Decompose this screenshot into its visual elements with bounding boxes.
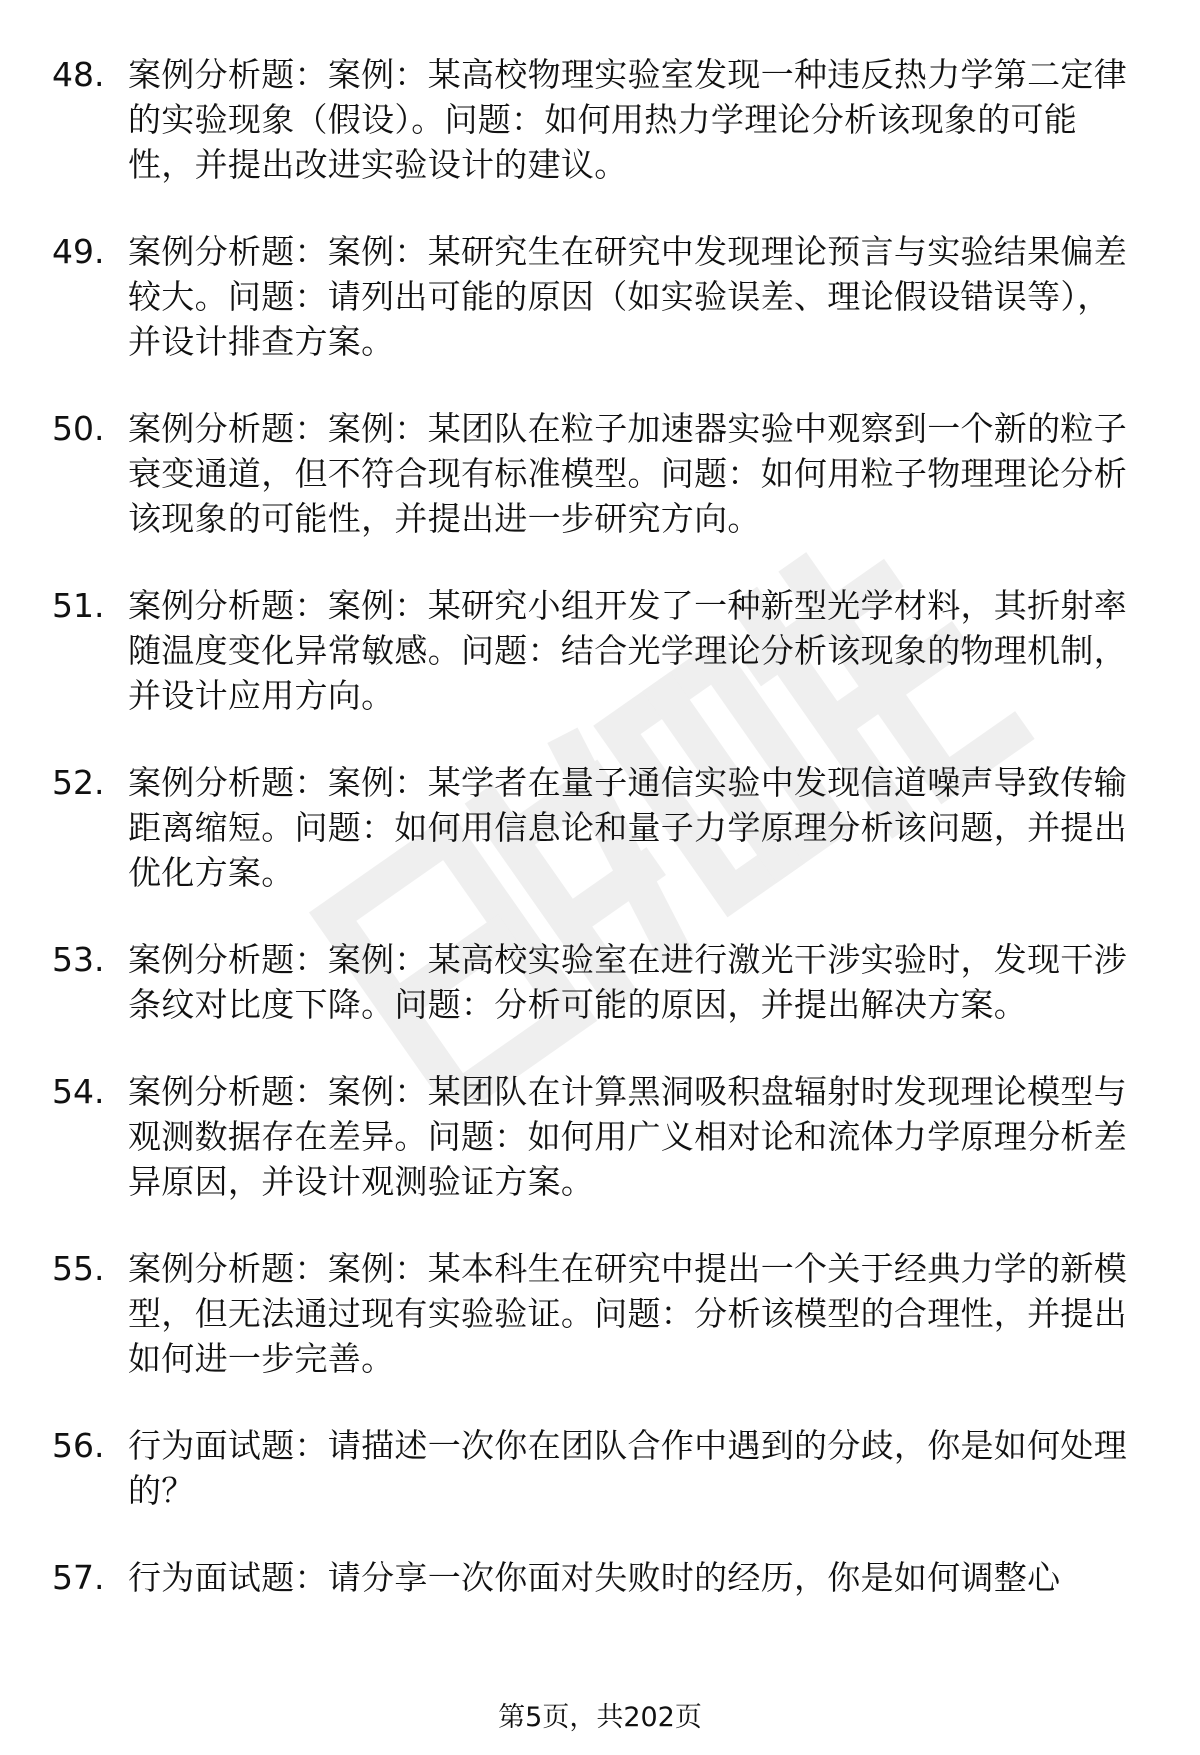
question-text: 行为面试题：请描述一次你在团队合作中遇到的分歧，你是如何处理的？ xyxy=(128,1426,1127,1510)
question-item xyxy=(52,760,1142,895)
question-item xyxy=(52,937,1142,1027)
question-number: 50. xyxy=(52,409,105,448)
question-number: 57. xyxy=(52,1558,105,1597)
question-text: 案例分析题：案例：某团队在计算黑洞吸积盘辐射时发现理论模型与观测数据存在差异。问题：如何用广义相对论和流体力学原理分析差异原因，并设计观测验证方案。 xyxy=(128,1072,1127,1201)
question-text: 行为面试题：请分享一次你面对失败时的经历，你是如何调整心 xyxy=(128,1558,1061,1597)
question-number: 56. xyxy=(52,1426,105,1465)
question-text: 案例分析题：案例：某学者在量子通信实验中发现信道噪声导致传输距离缩短。问题：如何用信息论和量子力学原理分析该问题，并提出优化方案。 xyxy=(128,763,1127,892)
question-item xyxy=(52,1423,1142,1513)
question-item xyxy=(52,229,1142,364)
question-number: 52. xyxy=(52,763,105,802)
question-text: 案例分析题：案例：某研究生在研究中发现理论预言与实验结果偏差较大。问题：请列出可能的原因（如实验误差、理论假设错误等），并设计排查方案。 xyxy=(128,232,1127,361)
question-number: 55. xyxy=(52,1249,105,1288)
question-number: 49. xyxy=(52,232,105,271)
question-item xyxy=(52,52,1142,187)
question-text: 案例分析题：案例：某团队在粒子加速器实验中观察到一个新的粒子衰变通道，但不符合现有标准模型。问题：如何用粒子物理理论分析该现象的可能性，并提出进一步研究方向。 xyxy=(128,409,1127,538)
question-number: 48. xyxy=(52,55,105,94)
question-item xyxy=(52,583,1142,718)
question-text: 案例分析题：案例：某高校物理实验室发现一种违反热力学第二定律的实验现象（假设）。问题：如何用热力学理论分析该现象的可能性，并提出改进实验设计的建议。 xyxy=(128,55,1127,184)
question-number: 54. xyxy=(52,1072,105,1111)
question-item xyxy=(52,1069,1142,1204)
question-item xyxy=(52,1246,1142,1381)
question-number: 51. xyxy=(52,586,105,625)
question-item xyxy=(52,1555,1142,1600)
question-text: 案例分析题：案例：某本科生在研究中提出一个关于经典力学的新模型，但无法通过现有实验验证。问题：分析该模型的合理性，并提出如何进一步完善。 xyxy=(128,1249,1127,1378)
question-number: 53. xyxy=(52,940,105,979)
question-item xyxy=(52,406,1142,541)
question-text: 案例分析题：案例：某研究小组开发了一种新型光学材料，其折射率随温度变化异常敏感。问题：结合光学理论分析该现象的物理机制，并设计应用方向。 xyxy=(128,586,1127,715)
question-list xyxy=(52,52,1142,1642)
page-footer: 第5页，共202页 xyxy=(498,1702,702,1733)
question-text: 案例分析题：案例：某高校实验室在进行激光干涉实验时，发现干涉条纹对比度下降。问题：分析可能的原因，并提出解决方案。 xyxy=(128,940,1127,1024)
